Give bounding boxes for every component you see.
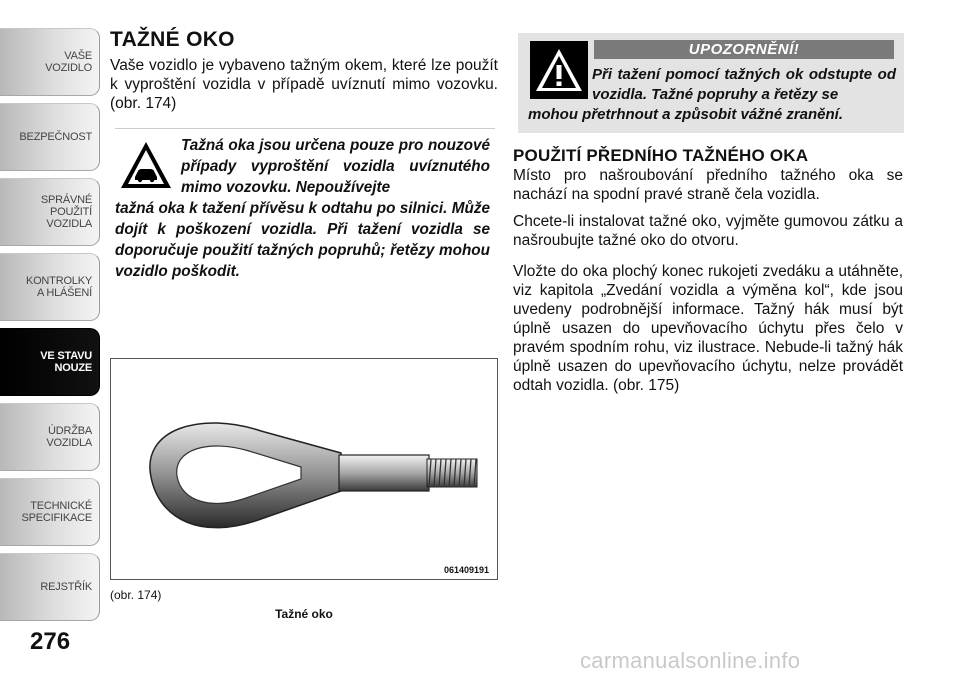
tow-eye-illustration — [111, 359, 497, 579]
tab-technicke-specifikace[interactable]: TECHNICKÉ SPECIFIKACE — [0, 478, 100, 546]
paragraph-tighten: Vložte do oka plochý konec rukojeti zvedáku a utáhněte, viz kapitola „Zvedání vozidla a výměna kol“, kde jsou uvedeny podrobnější informace. Tažný hák musí být úplně usazen do upevňovacího úchytu přes čelo v pravém spodním rohu, viz ilustrace. Nebude-li tažný hák úplně usazen do upevňovacího úchytu, nelze provádět odtah vozidla. (obr. 175) — [513, 263, 903, 394]
watermark: carmanualsonline.info — [580, 648, 801, 673]
figure-reference: (obr. 174) — [110, 588, 162, 602]
tab-spravne-pouziti[interactable]: SPRÁVNÉ POUŽITÍ VOZIDLA — [0, 178, 100, 246]
caution-title: UPOZORNĚNÍ! — [594, 40, 894, 59]
paragraph-location: Místo pro našroubování předního tažného oka se nachází na spodní pravé straně čela vozidla. — [513, 167, 903, 203]
tab-vase-vozidlo[interactable]: VAŠE VOZIDLO — [0, 28, 100, 96]
warning-rest-text: tažná oka k tažení přívěsu k odtahu po silnici. Může dojít k poškození vozidla. Při tažení vozidla se doporučuje použití tažných popruhů; řetězy mohou vozidlo poškodit. — [115, 200, 490, 280]
subsection-title: POUŽITÍ PŘEDNÍHO TAŽNÉHO OKA — [513, 146, 809, 165]
tab-rejstrik[interactable]: REJSTŘÍK — [0, 553, 100, 621]
warning-lead-text: Tažná oka jsou určena pouze pro nouzové případy vyproštění vozidla uvíznutého mimo vozovku. Nepoužívejte — [181, 137, 490, 196]
warning-block — [115, 128, 495, 289]
tab-udrzba[interactable]: ÚDRŽBA VOZIDLA — [0, 403, 100, 471]
caution-lead-text: Při tažení pomocí tažných ok odstupte od vozidla. Tažné popruhy a řetězy se — [592, 66, 896, 103]
tab-kontrolky[interactable]: KONTROLKY A HLÁŠENÍ — [0, 253, 100, 321]
section-title: TAŽNÉ OKO — [110, 28, 235, 51]
intro-paragraph: Vaše vozidlo je vybaveno tažným okem, které lze použít k vyproštění vozidla v případě uvíznutí mimo vozovku. (obr. 174) — [110, 57, 498, 112]
figure-code: 061409191 — [443, 565, 489, 575]
caution-rest-text: mohou přetrhnout a způsobit vážné zranění. — [528, 106, 844, 123]
tab-ve-stavu-nouze[interactable]: VE STAVU NOUZE — [0, 328, 100, 396]
caution-block — [518, 33, 904, 133]
tow-eye-figure — [110, 358, 498, 580]
figure-caption: Tažné oko — [275, 607, 333, 621]
tab-bezpecnost[interactable]: BEZPEČNOST — [0, 103, 100, 171]
paragraph-install: Chcete-li instalovat tažné oko, vyjměte gumovou zátku a našroubujte tažné oko do otvoru. — [513, 213, 903, 249]
page-number: 276 — [30, 628, 71, 655]
